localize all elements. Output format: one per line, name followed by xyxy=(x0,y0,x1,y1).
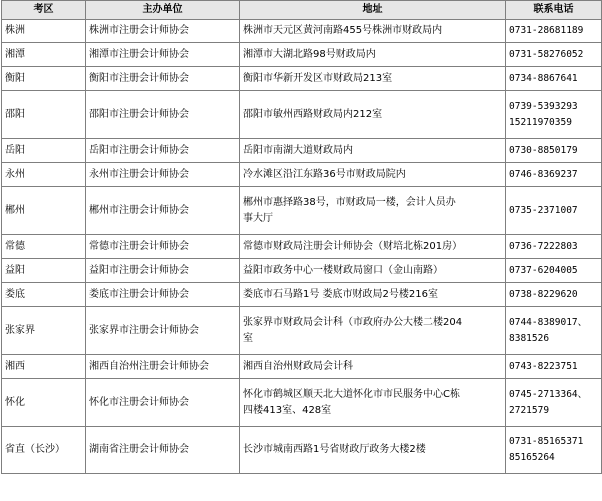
address-line: 冷水滩区沿江东路36号市财政局院内 xyxy=(243,168,406,180)
cell-organizer: 湘潭市注册会计师协会 xyxy=(86,43,240,67)
table-header-row xyxy=(2,1,602,20)
cell-address xyxy=(240,379,506,427)
table-row xyxy=(2,355,602,379)
cell-address xyxy=(240,427,506,474)
cell-phone xyxy=(506,20,602,43)
table-row xyxy=(2,67,602,91)
phone-line: 0746-8369237 xyxy=(509,168,578,180)
address-line: 常德市财政局注册会计师协会（财培北栋201房） xyxy=(243,240,463,252)
cell-organizer: 邵阳市注册会计师协会 xyxy=(86,91,240,139)
header-address: 地址 xyxy=(240,1,506,20)
table-row xyxy=(2,20,602,43)
address-line: 湘西自治州财政局会计科 xyxy=(243,360,353,372)
table-row xyxy=(2,91,602,139)
phone-line: 0734-8867641 xyxy=(509,72,578,84)
table-row xyxy=(2,283,602,307)
address-line: 株洲市天元区黄河南路455号株洲市财政局内 xyxy=(243,25,443,36)
header-phone: 联系电话 xyxy=(506,1,602,20)
cell-address xyxy=(240,43,506,67)
address-line: 怀化市鹤城区顺天北大道怀化市市民服务中心C栋 xyxy=(243,388,460,400)
cell-phone xyxy=(506,259,602,283)
cell-region: 湘潭 xyxy=(2,43,86,67)
address-line: 娄底市石马路1号 娄底市财政局2号楼216室 xyxy=(243,288,438,300)
cell-phone xyxy=(506,283,602,307)
address-line: 湘潭市大湖北路98号财政局内 xyxy=(243,48,376,60)
table-row xyxy=(2,427,602,474)
phone-line: 0738-8229620 xyxy=(509,288,578,300)
cell-region: 张家界 xyxy=(2,307,86,355)
address-line: 邵阳市敏州西路财政局内212室 xyxy=(243,108,383,120)
phone-line: 0730-8850179 xyxy=(509,144,578,156)
cell-organizer: 郴州市注册会计师协会 xyxy=(86,187,240,235)
address-line: 室 xyxy=(243,332,253,344)
address-line: 长沙市城南西路1号省财政厅政务大楼2楼 xyxy=(243,444,426,455)
cell-region: 常德 xyxy=(2,235,86,259)
table-body xyxy=(2,20,602,474)
address-line: 四楼413室、428室 xyxy=(243,404,332,416)
cell-address xyxy=(240,235,506,259)
cell-region: 永州 xyxy=(2,163,86,187)
table-row xyxy=(2,187,602,235)
cell-address xyxy=(240,259,506,283)
table-row xyxy=(2,307,602,355)
phone-line: 0731-28681189 xyxy=(509,25,584,36)
cell-organizer: 湖南省注册会计师协会 xyxy=(86,427,240,474)
cell-region: 湘西 xyxy=(2,355,86,379)
cell-address xyxy=(240,139,506,163)
cell-organizer: 株洲市注册会计师协会 xyxy=(86,20,240,43)
cell-region: 岳阳 xyxy=(2,139,86,163)
cell-region: 邵阳 xyxy=(2,91,86,139)
cell-phone xyxy=(506,379,602,427)
phone-line: 2721579 xyxy=(509,404,550,416)
phone-line: 0731-58276052 xyxy=(509,48,584,60)
cell-address xyxy=(240,283,506,307)
phone-line: 0739-5393293 xyxy=(509,100,578,112)
address-line: 岳阳市南湖大道财政局内 xyxy=(243,144,353,156)
cell-organizer: 怀化市注册会计师协会 xyxy=(86,379,240,427)
cell-phone xyxy=(506,355,602,379)
phone-line: 0745-2713364、 xyxy=(509,388,588,400)
cell-region: 株洲 xyxy=(2,20,86,43)
cell-organizer: 益阳市注册会计师协会 xyxy=(86,259,240,283)
cell-organizer: 衡阳市注册会计师协会 xyxy=(86,67,240,91)
cell-phone xyxy=(506,427,602,474)
cell-phone xyxy=(506,67,602,91)
cell-phone xyxy=(506,187,602,235)
cell-region: 娄底 xyxy=(2,283,86,307)
table-row xyxy=(2,139,602,163)
address-line: 郴州市惠择路38号，市财政局一楼，会计人员办 xyxy=(243,196,456,208)
phone-line: 0737-6204005 xyxy=(509,264,578,276)
cell-address xyxy=(240,355,506,379)
address-line: 益阳市政务中心一楼财政局窗口（金山南路） xyxy=(243,264,443,276)
cell-organizer: 张家界市注册会计师协会 xyxy=(86,307,240,355)
cell-address xyxy=(240,67,506,91)
phone-line: 0736-7222803 xyxy=(509,240,578,252)
address-line: 事大厅 xyxy=(243,212,273,224)
phone-line: 15211970359 xyxy=(509,116,572,128)
cell-address xyxy=(240,20,506,43)
phone-line: 8381526 xyxy=(509,332,550,344)
cell-organizer: 常德市注册会计师协会 xyxy=(86,235,240,259)
cell-phone xyxy=(506,307,602,355)
phone-line: 85165264 xyxy=(509,452,555,463)
cell-address xyxy=(240,187,506,235)
cell-organizer: 湘西自治州注册会计师协会 xyxy=(86,355,240,379)
exam-sites-table xyxy=(1,0,602,474)
address-line: 张家界市财政局会计科（市政府办公大楼二楼204 xyxy=(243,316,463,328)
cell-phone xyxy=(506,163,602,187)
cell-address xyxy=(240,307,506,355)
phone-line: 0735-2371007 xyxy=(509,204,578,216)
cell-address xyxy=(240,91,506,139)
cell-organizer: 娄底市注册会计师协会 xyxy=(86,283,240,307)
cell-address xyxy=(240,163,506,187)
address-line: 衡阳市华新开发区市财政局213室 xyxy=(243,72,393,84)
cell-phone xyxy=(506,91,602,139)
phone-line: 0731-85165371 xyxy=(509,436,584,447)
cell-organizer: 岳阳市注册会计师协会 xyxy=(86,139,240,163)
table-row xyxy=(2,43,602,67)
phone-line: 0743-8223751 xyxy=(509,360,578,372)
table-row xyxy=(2,379,602,427)
cell-phone xyxy=(506,139,602,163)
header-region: 考区 xyxy=(2,1,86,20)
cell-region: 省直（长沙） xyxy=(2,427,86,474)
cell-region: 衡阳 xyxy=(2,67,86,91)
cell-region: 益阳 xyxy=(2,259,86,283)
cell-phone xyxy=(506,43,602,67)
table-row xyxy=(2,235,602,259)
cell-phone xyxy=(506,235,602,259)
phone-line: 0744-8389017、 xyxy=(509,316,588,328)
cell-organizer: 永州市注册会计师协会 xyxy=(86,163,240,187)
cell-region: 郴州 xyxy=(2,187,86,235)
table-row xyxy=(2,259,602,283)
header-organizer: 主办单位 xyxy=(86,1,240,20)
cell-region: 怀化 xyxy=(2,379,86,427)
table-row xyxy=(2,163,602,187)
